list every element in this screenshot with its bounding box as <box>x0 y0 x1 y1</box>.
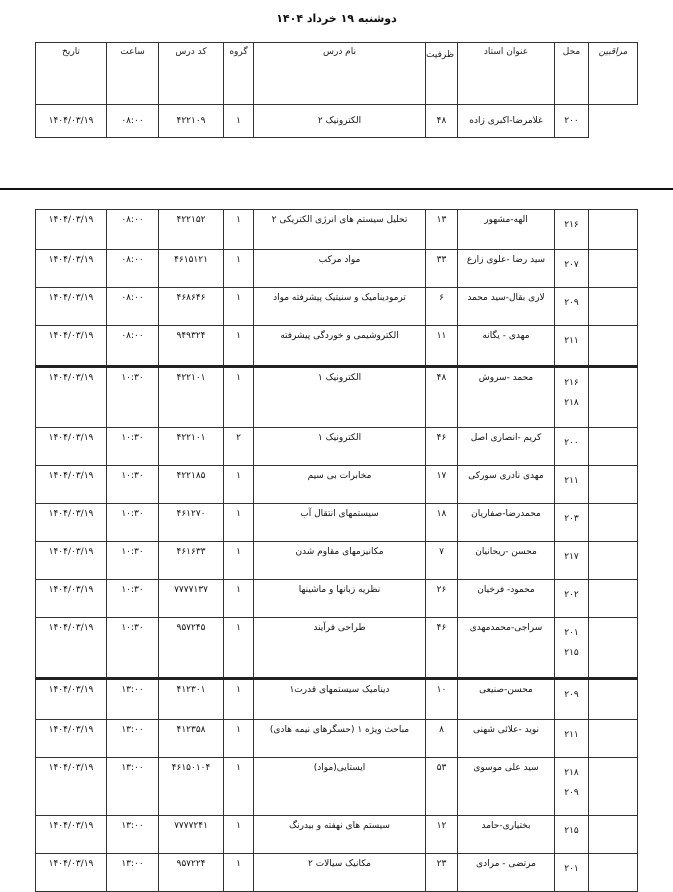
header-time: ساعت <box>107 43 159 105</box>
header-capacity-label: ظرفیت <box>426 50 454 60</box>
cell-time: ۱۳:۰۰ <box>107 816 159 854</box>
cell-capacity: ۴۸ <box>426 367 458 428</box>
cell-room <box>555 326 589 367</box>
header-code: کد درس <box>159 43 224 105</box>
cell-date: ۱۴۰۴/۰۳/۱۹ <box>36 504 107 542</box>
table-row <box>36 105 638 138</box>
cell-teacher: محمود- فرخیان <box>458 580 555 618</box>
cell-group: ۱ <box>224 105 254 138</box>
cell-teacher: محسن -ریحانیان <box>458 542 555 580</box>
cell-time: ۱۳:۰۰ <box>107 854 159 892</box>
cell-capacity: ۱۱ <box>426 326 458 367</box>
header-date: تاریخ <box>36 43 107 105</box>
room-number: ۲۰۰ <box>564 438 579 448</box>
room-number: ۲۰۹ <box>564 690 579 700</box>
cell-group: ۱ <box>224 250 254 288</box>
table-row <box>36 816 638 854</box>
cell-group: ۱ <box>224 326 254 367</box>
cell-date: ۱۴۰۴/۰۳/۱۹ <box>36 250 107 288</box>
cell-room <box>555 542 589 580</box>
cell-room: ۲۰۰ <box>555 105 589 138</box>
cell-capacity: ۱۰ <box>426 679 458 720</box>
cell-course: ایستایی(مواد) <box>254 758 426 816</box>
cell-capacity: ۴۸ <box>426 105 458 138</box>
cell-teacher: محمدرضا-صفاریان <box>458 504 555 542</box>
cell-capacity: ۱۸ <box>426 504 458 542</box>
exam-table <box>35 209 638 892</box>
room-number: ۲۰۱ <box>564 628 579 638</box>
cell-capacity: ۳۳ <box>426 250 458 288</box>
cell-date: ۱۴۰۴/۰۳/۱۹ <box>36 679 107 720</box>
cell-teacher: سید رضا -علوی زارع <box>458 250 555 288</box>
cell-observers <box>589 288 638 326</box>
cell-code: ۴۶۸۶۴۶ <box>159 288 224 326</box>
cell-time: ۱۰:۳۰ <box>107 618 159 679</box>
cell-course: دینامیک سیستمهای قدرت۱ <box>254 679 426 720</box>
cell-room <box>555 618 589 679</box>
cell-code: ۷۷۷۷۱۳۷ <box>159 580 224 618</box>
cell-group: ۱ <box>224 504 254 542</box>
cell-teacher: کریم -انصاری اصل <box>458 428 555 466</box>
cell-code: ۴۶۱۵۰۱۰۴ <box>159 758 224 816</box>
room-number: ۲۱۱ <box>564 476 579 486</box>
cell-capacity: ۲۳ <box>426 854 458 892</box>
cell-capacity: ۱۳ <box>426 210 458 250</box>
cell-room <box>555 816 589 854</box>
cell-group: ۱ <box>224 854 254 892</box>
table-row <box>36 466 638 504</box>
cell-observers <box>589 679 638 720</box>
cell-teacher: مرتضی - مرادی <box>458 854 555 892</box>
cell-teacher: مهدی نادری سورکی <box>458 466 555 504</box>
cell-capacity: ۸ <box>426 720 458 758</box>
cell-group: ۱ <box>224 210 254 250</box>
header-teacher: عنوان استاد <box>458 43 555 105</box>
room-number: ۲۰۹ <box>564 298 579 308</box>
cell-observers <box>589 618 638 679</box>
cell-capacity: ۷ <box>426 542 458 580</box>
header-room: محل <box>555 43 589 105</box>
cell-date: ۱۴۰۴/۰۳/۱۹ <box>36 288 107 326</box>
cell-time: ۱۳:۰۰ <box>107 758 159 816</box>
cell-time: ۰۸:۰۰ <box>107 105 159 138</box>
cell-room <box>555 854 589 892</box>
cell-time: ۱۰:۳۰ <box>107 542 159 580</box>
table-row <box>36 326 638 367</box>
cell-observers <box>589 720 638 758</box>
room-number: ۲۱۸ <box>564 768 579 778</box>
cell-date: ۱۴۰۴/۰۳/۱۹ <box>36 210 107 250</box>
cell-observers <box>589 854 638 892</box>
cell-observers <box>589 250 638 288</box>
page-title: دوشنبه ۱۹ خرداد ۱۴۰۴ <box>276 12 397 25</box>
cell-room <box>555 210 589 250</box>
room-number: ۲۱۵ <box>564 826 579 836</box>
cell-course: نظریه زبانها و ماشینها <box>254 580 426 618</box>
cell-code: ۴۲۲۱۰۱ <box>159 367 224 428</box>
cell-capacity: ۵۳ <box>426 758 458 816</box>
cell-course: تحلیل سیستم های انرژی الکتریکی ۲ <box>254 210 426 250</box>
cell-group: ۱ <box>224 288 254 326</box>
cell-room <box>555 367 589 428</box>
cell-capacity: ۱۷ <box>426 466 458 504</box>
cell-time: ۱۳:۰۰ <box>107 679 159 720</box>
cell-code: ۹۴۹۳۲۴ <box>159 326 224 367</box>
cell-room <box>555 288 589 326</box>
cell-group: ۱ <box>224 580 254 618</box>
cell-course: مکانیزمهای مقاوم شدن <box>254 542 426 580</box>
header-row <box>36 43 638 105</box>
cell-time: ۰۸:۰۰ <box>107 210 159 250</box>
room-number: ۲۱۱ <box>564 336 579 346</box>
cell-teacher: سید علی موسوی <box>458 758 555 816</box>
room-number: ۲۰۷ <box>564 260 579 270</box>
cell-teacher: بختیاری-حامد <box>458 816 555 854</box>
cell-course: الکترونیک ۲ <box>254 105 426 138</box>
room-number: ۲۱۵ <box>564 648 579 658</box>
cell-room <box>555 720 589 758</box>
cell-teacher: محمد -سروش <box>458 367 555 428</box>
cell-capacity: ۴۶ <box>426 428 458 466</box>
cell-code: ۴۶۱۶۳۳ <box>159 542 224 580</box>
cell-code: ۷۷۷۷۲۴۱ <box>159 816 224 854</box>
cell-time: ۱۰:۳۰ <box>107 504 159 542</box>
cell-date: ۱۴۰۴/۰۳/۱۹ <box>36 618 107 679</box>
cell-observers <box>589 758 638 816</box>
cell-group: ۱ <box>224 816 254 854</box>
cell-time: ۰۸:۰۰ <box>107 326 159 367</box>
cell-group: ۲ <box>224 428 254 466</box>
cell-date: ۱۴۰۴/۰۳/۱۹ <box>36 428 107 466</box>
header-table <box>35 42 638 138</box>
cell-observers <box>589 210 638 250</box>
cell-code: ۴۲۲۱۵۲ <box>159 210 224 250</box>
cell-observers <box>589 542 638 580</box>
cell-observers <box>589 466 638 504</box>
table-row <box>36 580 638 618</box>
cell-course: مواد مرکب <box>254 250 426 288</box>
table-row <box>36 288 638 326</box>
room-number: ۲۱۱ <box>564 730 579 740</box>
cell-room <box>555 466 589 504</box>
page-divider <box>0 188 673 190</box>
cell-capacity: ۲۶ <box>426 580 458 618</box>
table-row <box>36 210 638 250</box>
cell-course: مباحث ویژه ۱ (حسگرهای نیمه هادی) <box>254 720 426 758</box>
cell-time: ۱۰:۳۰ <box>107 428 159 466</box>
cell-date: ۱۴۰۴/۰۳/۱۹ <box>36 720 107 758</box>
cell-room <box>555 428 589 466</box>
cell-teacher: سراجی-محمدمهدی <box>458 618 555 679</box>
cell-code: ۴۶۱۵۱۲۱ <box>159 250 224 288</box>
cell-date: ۱۴۰۴/۰۳/۱۹ <box>36 854 107 892</box>
header-capacity <box>426 43 458 105</box>
cell-course: الکتروشیمی و خوردگی پیشرفته <box>254 326 426 367</box>
header-group: گروه <box>224 43 254 105</box>
table-row <box>36 250 638 288</box>
cell-teacher: نوید -علائی شهنی <box>458 720 555 758</box>
room-number: ۲۱۸ <box>564 398 579 408</box>
cell-date: ۱۴۰۴/۰۳/۱۹ <box>36 580 107 618</box>
cell-teacher: مهدی - یگانه <box>458 326 555 367</box>
cell-date: ۱۴۰۴/۰۳/۱۹ <box>36 326 107 367</box>
cell-room <box>555 758 589 816</box>
cell-time: ۱۰:۳۰ <box>107 580 159 618</box>
table-row <box>36 758 638 816</box>
cell-group: ۱ <box>224 758 254 816</box>
cell-time: ۱۰:۳۰ <box>107 466 159 504</box>
cell-course: سیستمهای انتقال آب <box>254 504 426 542</box>
cell-teacher: محسن-صنیعی <box>458 679 555 720</box>
cell-course: مکانیک سیالات ۲ <box>254 854 426 892</box>
room-number: ۲۰۱ <box>564 864 579 874</box>
cell-date: ۱۴۰۴/۰۳/۱۹ <box>36 816 107 854</box>
table-row <box>36 854 638 892</box>
cell-group: ۱ <box>224 542 254 580</box>
cell-course: الکترونیک ۱ <box>254 367 426 428</box>
cell-date: ۱۴۰۴/۰۳/۱۹ <box>36 105 107 138</box>
table-row <box>36 679 638 720</box>
table-row <box>36 504 638 542</box>
cell-course: مخابرات بی سیم <box>254 466 426 504</box>
cell-capacity: ۶ <box>426 288 458 326</box>
cell-observers <box>589 105 638 138</box>
cell-time: ۰۸:۰۰ <box>107 288 159 326</box>
cell-date: ۱۴۰۴/۰۳/۱۹ <box>36 367 107 428</box>
cell-course: الکترونیک ۱ <box>254 428 426 466</box>
cell-teacher: الهه-مشهور <box>458 210 555 250</box>
room-number: ۲۰۳ <box>564 514 579 524</box>
header-course: نام درس <box>254 43 426 105</box>
table-row <box>36 542 638 580</box>
cell-code: ۴۶۱۲۷۰ <box>159 504 224 542</box>
table-row <box>36 720 638 758</box>
cell-observers <box>589 428 638 466</box>
cell-room <box>555 504 589 542</box>
cell-observers <box>589 504 638 542</box>
cell-teacher: غلامرضا-اکبری زاده <box>458 105 555 138</box>
cell-group: ۱ <box>224 367 254 428</box>
room-number: ۲۰۲ <box>564 590 579 600</box>
cell-teacher: لاری بقال-سید محمد <box>458 288 555 326</box>
cell-time: ۱۰:۳۰ <box>107 367 159 428</box>
cell-observers <box>589 367 638 428</box>
cell-group: ۱ <box>224 618 254 679</box>
room-number: ۲۱۶ <box>564 378 579 388</box>
cell-date: ۱۴۰۴/۰۳/۱۹ <box>36 466 107 504</box>
cell-date: ۱۴۰۴/۰۳/۱۹ <box>36 542 107 580</box>
cell-course: طراحی فرآیند <box>254 618 426 679</box>
cell-group: ۱ <box>224 679 254 720</box>
cell-code: ۴۱۲۳۰۱ <box>159 679 224 720</box>
table-row <box>36 367 638 428</box>
cell-code: ۹۵۷۲۲۴ <box>159 854 224 892</box>
cell-code: ۴۱۲۳۵۸ <box>159 720 224 758</box>
cell-capacity: ۴۶ <box>426 618 458 679</box>
cell-course: سیستم های نهفته و بیدرنگ <box>254 816 426 854</box>
cell-date: ۱۴۰۴/۰۳/۱۹ <box>36 758 107 816</box>
cell-time: ۰۸:۰۰ <box>107 250 159 288</box>
cell-code: ۴۲۲۱۰۱ <box>159 428 224 466</box>
room-number: ۲۱۶ <box>564 220 579 230</box>
cell-room <box>555 250 589 288</box>
cell-code: ۴۲۲۱۸۵ <box>159 466 224 504</box>
cell-room <box>555 679 589 720</box>
cell-observers <box>589 326 638 367</box>
table-row <box>36 618 638 679</box>
cell-room <box>555 580 589 618</box>
cell-observers <box>589 816 638 854</box>
cell-time: ۱۳:۰۰ <box>107 720 159 758</box>
cell-observers <box>589 580 638 618</box>
header-observers: مراقبین <box>589 43 638 105</box>
cell-capacity: ۱۲ <box>426 816 458 854</box>
cell-course: ترمودینامیک و سنیتیک پیشرفته مواد <box>254 288 426 326</box>
cell-group: ۱ <box>224 720 254 758</box>
cell-code: ۹۵۷۲۴۵ <box>159 618 224 679</box>
room-number: ۲۱۷ <box>564 552 579 562</box>
cell-code: ۴۲۲۱۰۹ <box>159 105 224 138</box>
cell-group: ۱ <box>224 466 254 504</box>
table-row <box>36 428 638 466</box>
room-number: ۲۰۹ <box>564 788 579 798</box>
